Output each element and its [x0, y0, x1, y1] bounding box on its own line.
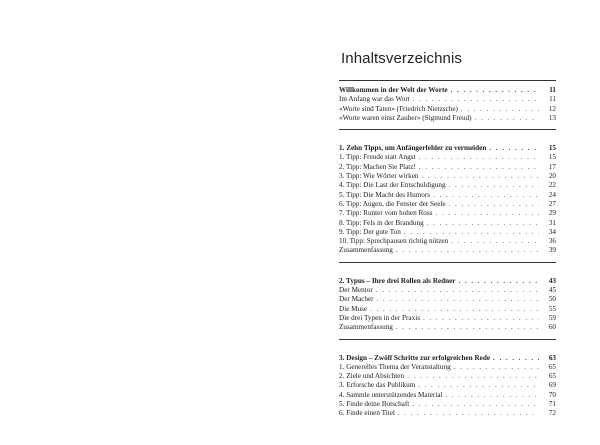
toc-page-number: 65	[548, 362, 556, 371]
page-title: Inhaltsverzeichnis	[341, 50, 463, 67]
toc-page-number: 45	[548, 286, 556, 295]
toc-page-number: 15	[548, 144, 556, 153]
toc-page-number: 20	[548, 172, 556, 181]
dot-leader	[445, 391, 539, 400]
toc-entry-label: Zusammenfassung	[339, 246, 393, 255]
toc-entry[interactable]	[339, 163, 556, 172]
toc-entry[interactable]	[339, 323, 556, 332]
toc-entry-label: 3. Tipp: Wie Wörter wirken	[339, 172, 419, 181]
toc-page-number: 31	[548, 218, 556, 227]
toc-page-number: 24	[548, 190, 556, 199]
toc-page-number: 70	[548, 390, 556, 399]
toc-entry[interactable]	[339, 105, 556, 114]
toc-entry[interactable]	[339, 400, 556, 409]
dot-leader	[412, 400, 539, 409]
toc-entry-label: 1. Tipp: Freude statt Angst	[339, 153, 416, 162]
toc-entry-label: 6. Finde einen Titel	[339, 409, 395, 418]
dot-leader	[423, 314, 539, 323]
toc-entry[interactable]	[339, 305, 556, 314]
dot-leader	[398, 409, 539, 418]
toc-entry-label: Im Anfang war das Wort	[339, 95, 410, 104]
toc-page-number: 55	[548, 304, 556, 313]
toc-entry[interactable]	[339, 172, 556, 181]
toc-entry-label: «Worte sind Taten» (Friedrich Nietzsche)	[339, 104, 458, 113]
toc-page-number: 63	[548, 353, 556, 362]
dot-leader	[493, 354, 539, 363]
toc-entry[interactable]	[339, 391, 556, 400]
toc-entry-label: 9. Tipp: Der gute Ton	[339, 227, 401, 236]
toc-entry-label: 5. Tipp: Die Macht des Humors	[339, 190, 431, 199]
table-of-contents	[339, 80, 556, 425]
toc-page-number: 69	[548, 381, 556, 390]
dot-leader	[435, 209, 539, 218]
toc-page-number: 59	[548, 313, 556, 322]
dot-leader	[454, 363, 539, 372]
toc-entry[interactable]	[339, 153, 556, 162]
toc-entry-label: Willkommen in der Welt der Worte	[339, 86, 448, 94]
toc-section	[339, 81, 556, 130]
toc-entry[interactable]	[339, 191, 556, 200]
toc-entry-label: 3. Erforsche das Publikum	[339, 381, 416, 390]
toc-entry[interactable]	[339, 95, 556, 104]
toc-section	[339, 272, 556, 340]
dot-leader	[449, 181, 539, 190]
toc-page-number: 22	[548, 181, 556, 190]
dot-leader	[449, 200, 539, 209]
toc-page-number: 36	[548, 237, 556, 246]
toc-page-number: 29	[548, 209, 556, 218]
toc-entry-label: Der Mentor	[339, 286, 373, 295]
dot-leader	[418, 153, 539, 162]
toc-page-number: 39	[548, 246, 556, 255]
toc-page-number: 17	[548, 162, 556, 171]
dot-leader	[407, 372, 539, 381]
dot-leader	[461, 105, 539, 114]
toc-entry[interactable]	[339, 314, 556, 323]
dot-leader	[427, 219, 539, 228]
toc-entry-label: 7. Tipp: Runter vom hohen Ross	[339, 209, 433, 218]
toc-entry-label: 4. Tipp: Die Last der Entschuldigung	[339, 181, 446, 190]
dot-leader	[396, 246, 539, 255]
toc-entry-label: 4. Sammle unterstützendes Material	[339, 390, 443, 399]
dot-leader	[422, 172, 540, 181]
dot-leader	[458, 277, 539, 286]
toc-page-number: 72	[548, 409, 556, 418]
toc-page-number: 60	[548, 323, 556, 332]
toc-entry[interactable]	[339, 219, 556, 228]
dot-leader	[370, 305, 539, 314]
toc-page-number: 15	[548, 153, 556, 162]
toc-entry-label: 8. Tipp: Fels in der Brandung	[339, 218, 424, 227]
toc-page-number: 11	[549, 95, 556, 104]
toc-section	[339, 139, 556, 263]
dot-leader	[413, 95, 539, 104]
dot-leader	[451, 86, 539, 95]
toc-entry[interactable]	[339, 246, 556, 255]
toc-page-number: 71	[548, 400, 556, 409]
toc-entry[interactable]	[339, 237, 556, 246]
toc-entry[interactable]	[339, 295, 556, 304]
toc-page-number: 11	[549, 86, 556, 94]
toc-entry[interactable]	[339, 228, 556, 237]
toc-page-number: 34	[548, 227, 556, 236]
dot-leader	[489, 144, 539, 153]
toc-entry-label: Zusammenfassung	[339, 323, 393, 332]
toc-entry-label: 10. Tipp: Sprechpausen richtig nützen	[339, 237, 449, 246]
toc-entry-label: 5. Finde deine Botschaft	[339, 400, 410, 409]
toc-entry-label: Die drei Typen in der Praxis	[339, 313, 421, 322]
toc-entry[interactable]	[339, 363, 556, 372]
dot-leader	[396, 323, 539, 332]
toc-entry-label: 1. Generelles Thema der Veranstaltung	[339, 362, 451, 371]
toc-entry-label: 2. Tipp: Machen Sie Platz!	[339, 162, 416, 171]
toc-entry-label: 2. Typus – Ihre drei Rollen als Redner	[339, 276, 456, 285]
toc-page-number: 50	[548, 295, 556, 304]
dot-leader	[377, 295, 539, 304]
toc-entry[interactable]	[339, 286, 556, 295]
toc-page-number: 65	[548, 372, 556, 381]
toc-chapter-heading[interactable]	[339, 354, 556, 363]
toc-page-number: 43	[548, 276, 556, 285]
toc-entry[interactable]	[339, 200, 556, 209]
toc-page-number: 27	[548, 199, 556, 208]
toc-entry-label: 6. Tipp: Augen, die Fenster der Seele	[339, 199, 446, 208]
toc-chapter-heading[interactable]	[339, 144, 556, 153]
toc-entry-label: Der Macher	[339, 295, 374, 304]
toc-entry-label: 1. Zehn Tipps, um Anfängerfehler zu vermeiden	[339, 144, 487, 153]
toc-entry[interactable]	[339, 114, 556, 123]
toc-entry[interactable]	[339, 381, 556, 390]
toc-section	[339, 349, 556, 425]
toc-entry-label: 2. Ziele und Absichten	[339, 372, 405, 381]
toc-entry[interactable]	[339, 181, 556, 190]
toc-entry-label: «Worte waren einst Zauber» (Sigmund Freud)	[339, 113, 472, 122]
dot-leader	[376, 286, 539, 295]
toc-entry[interactable]	[339, 409, 556, 418]
toc-entry[interactable]	[339, 372, 556, 381]
toc-page-number: 12	[548, 104, 556, 113]
dot-leader	[419, 163, 539, 172]
toc-page-number: 13	[548, 113, 556, 122]
toc-entry[interactable]	[339, 209, 556, 218]
dot-leader	[475, 114, 539, 123]
toc-entry-label: Die Muse	[339, 304, 368, 313]
dot-leader	[418, 381, 539, 390]
dot-leader	[404, 228, 539, 237]
dot-leader	[451, 237, 539, 246]
toc-chapter-heading[interactable]	[339, 277, 556, 286]
toc-entry-label: 3. Design – Zwölf Schritte zur erfolgreichen Rede	[339, 353, 491, 362]
toc-chapter-heading[interactable]	[339, 86, 556, 95]
dot-leader	[433, 191, 539, 200]
